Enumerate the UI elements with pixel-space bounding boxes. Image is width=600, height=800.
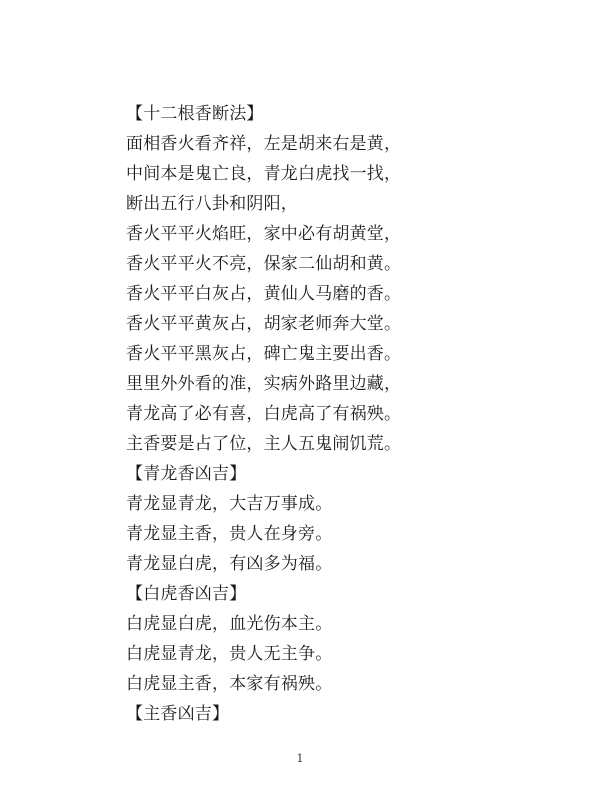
text-line: 里里外外看的准，实病外路里边藏， xyxy=(126,374,402,394)
text-line: 白虎显青龙，贵人无主争。 xyxy=(126,644,333,664)
text-line: 青龙显白虎，有凶多为福。 xyxy=(126,554,333,574)
section-heading-baihu: 【白虎香凶吉】 xyxy=(126,584,247,604)
text-line: 香火平平火焰旺，家中必有胡黄堂， xyxy=(126,224,402,244)
text-line: 香火平平白灰占，黄仙人马磨的香。 xyxy=(126,284,402,304)
text-line: 面相香火看齐祥，左是胡来右是黄， xyxy=(126,134,402,154)
text-line: 青龙显主香，贵人在身旁。 xyxy=(126,524,333,544)
text-line: 中间本是鬼亡良，青龙白虎找一找， xyxy=(126,164,402,184)
section-heading-qinglong: 【青龙香凶吉】 xyxy=(126,464,247,484)
text-line: 香火平平黄灰占，胡家老师奔大堂。 xyxy=(126,314,402,334)
text-line: 香火平平火不亮，保家二仙胡和黄。 xyxy=(126,254,402,274)
text-line: 断出五行八卦和阴阳， xyxy=(126,194,298,214)
text-line: 白虎显主香，本家有祸殃。 xyxy=(126,674,333,694)
section-heading-twelve-incense: 【十二根香断法】 xyxy=(126,104,264,124)
section-heading-zhuxiang: 【主香凶吉】 xyxy=(126,704,230,724)
page-number: 1 xyxy=(296,752,304,765)
text-line: 香火平平黑灰占，碑亡鬼主要出香。 xyxy=(126,344,402,364)
text-line: 青龙显青龙，大吉万事成。 xyxy=(126,494,333,514)
text-line: 青龙高了必有喜，白虎高了有祸殃。 xyxy=(126,404,402,424)
document-body xyxy=(126,99,546,729)
text-line: 白虎显白虎，血光伤本主。 xyxy=(126,614,333,634)
text-line: 主香要是占了位，主人五鬼闹饥荒。 xyxy=(126,434,402,454)
